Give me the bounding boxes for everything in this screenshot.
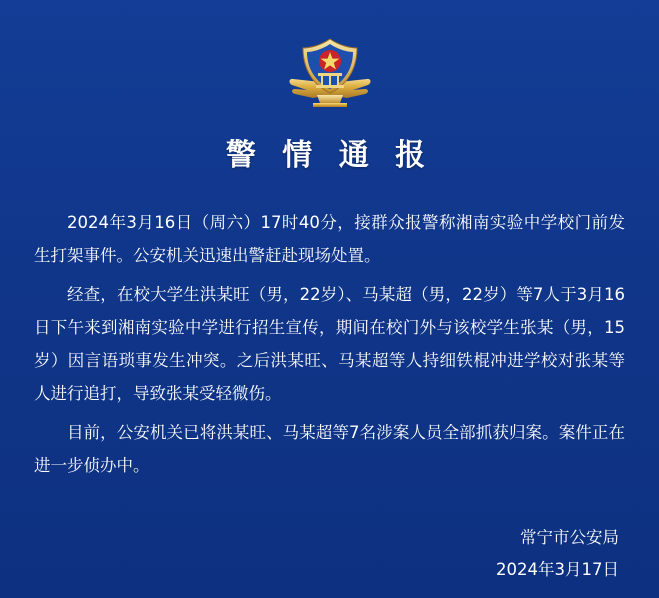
signature-date: 2024年3月17日 (496, 560, 619, 579)
signature-block (0, 522, 619, 586)
notice-body (34, 206, 625, 482)
page-title: 警 情 通 报 (225, 138, 434, 173)
notice-paragraph: 2024年3月16日（周六）17时40分，接群众报警称湘南实验中学校门前发生打架事件。公安机关迅速出警赶赴现场处置。 (34, 213, 625, 265)
emblem-container (0, 0, 659, 120)
notice-paragraph: 目前，公安机关已将洪某旺、马某超等7名涉案人员全部抓获归案。案件正在进一步侦办中。 (34, 423, 625, 475)
notice-paragraph: 经查，在校大学生洪某旺（男，22岁）、马某超（男，22岁）等7人于3月16日下午来到湘南实验中学进行招生宣传，期间在校门外与该校学生张某（男，15岁）因言语琐事发生冲突。之后洪某旺、马某超等人持细铁棍冲进学校对张某等人进行追打，导致张某受轻微伤。 (34, 285, 625, 403)
signature-issuer: 常宁市公安局 (520, 528, 619, 547)
police-emblem-icon (287, 33, 373, 109)
